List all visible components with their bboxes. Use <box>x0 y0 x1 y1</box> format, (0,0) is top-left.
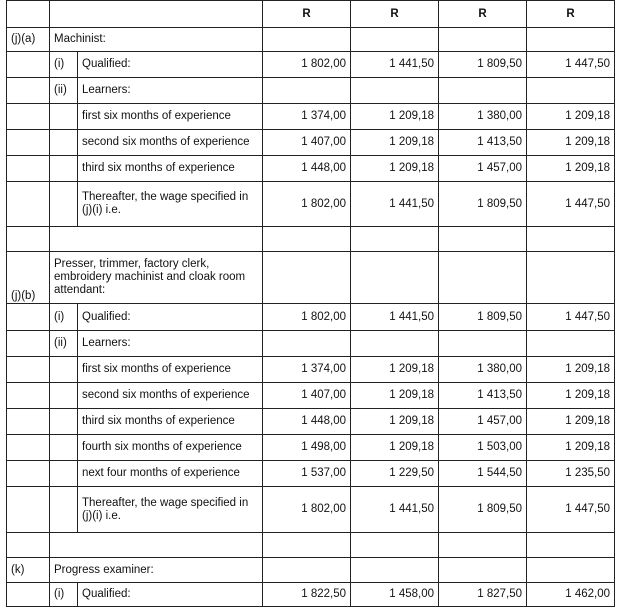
table-row <box>7 409 615 435</box>
empty-cell <box>7 156 50 182</box>
empty-cell <box>263 252 351 304</box>
empty-cell <box>527 227 615 252</box>
empty-cell <box>439 533 527 558</box>
empty-cell <box>7 78 50 104</box>
empty-cell <box>263 331 351 357</box>
empty-cell <box>7 331 50 357</box>
wage-value: 1 374,00 <box>263 357 351 383</box>
wage-value: 1 809,50 <box>439 304 527 331</box>
wage-value: 1 209,18 <box>527 357 615 383</box>
empty-cell <box>50 461 78 487</box>
empty-cell <box>7 383 50 409</box>
wage-value: 1 441,50 <box>351 304 439 331</box>
empty-cell <box>7 461 50 487</box>
spacer-row <box>7 227 615 252</box>
empty-cell <box>50 156 78 182</box>
wage-value: 1 229,50 <box>351 461 439 487</box>
header-row <box>7 1 615 28</box>
table-row <box>7 461 615 487</box>
wage-value: 1 209,18 <box>351 435 439 461</box>
empty-cell <box>50 383 78 409</box>
empty-cell <box>439 28 527 52</box>
wage-value: 1 374,00 <box>263 104 351 130</box>
empty-cell <box>527 331 615 357</box>
row-label: second six months of experience <box>78 130 263 156</box>
table-row <box>7 304 615 331</box>
table-row <box>7 130 615 156</box>
currency-header: R <box>263 1 351 28</box>
empty-cell <box>439 558 527 583</box>
table-row <box>7 435 615 461</box>
row-label: Qualified: <box>78 304 263 331</box>
currency-header: R <box>351 1 439 28</box>
wage-value: 1 441,50 <box>351 487 439 533</box>
row-label: first six months of experience <box>78 357 263 383</box>
spacer-row <box>7 533 615 558</box>
currency-header: R <box>439 1 527 28</box>
wage-value: 1 822,50 <box>263 583 351 607</box>
wage-table <box>6 0 615 607</box>
section-code: (j)(a) <box>7 28 50 52</box>
table-row <box>7 78 615 104</box>
table-row <box>7 156 615 182</box>
wage-value: 1 413,50 <box>439 130 527 156</box>
empty-cell <box>527 28 615 52</box>
empty-cell <box>351 558 439 583</box>
empty-cell <box>50 104 78 130</box>
wage-value: 1 448,00 <box>263 409 351 435</box>
empty-cell <box>527 533 615 558</box>
empty-cell <box>351 331 439 357</box>
sub-item-marker: (i) <box>50 583 78 607</box>
empty-cell <box>439 331 527 357</box>
empty-cell <box>7 227 50 252</box>
table-row <box>7 487 615 533</box>
empty-cell <box>263 78 351 104</box>
wage-value: 1 802,00 <box>263 304 351 331</box>
empty-cell <box>527 558 615 583</box>
wage-value: 1 209,18 <box>527 104 615 130</box>
empty-cell <box>263 558 351 583</box>
wage-value: 1 441,50 <box>351 52 439 78</box>
sub-item-marker: (ii) <box>50 331 78 357</box>
empty-cell <box>7 583 50 607</box>
empty-cell <box>7 533 50 558</box>
wage-value: 1 447,50 <box>527 304 615 331</box>
wage-value: 1 447,50 <box>527 487 615 533</box>
sub-item-marker: (ii) <box>50 78 78 104</box>
wage-value: 1 447,50 <box>527 52 615 78</box>
wage-value: 1 802,00 <box>263 487 351 533</box>
wage-value: 1 827,50 <box>439 583 527 607</box>
empty-cell <box>7 130 50 156</box>
empty-cell <box>7 104 50 130</box>
section-code: (k) <box>7 558 50 583</box>
wage-value: 1 209,18 <box>351 409 439 435</box>
wage-value: 1 802,00 <box>263 52 351 78</box>
empty-cell <box>50 182 78 227</box>
row-label: second six months of experience <box>78 383 263 409</box>
table-row <box>7 357 615 383</box>
wage-value: 1 209,18 <box>527 435 615 461</box>
empty-cell <box>351 78 439 104</box>
section-title-row <box>7 28 615 52</box>
empty-cell <box>7 487 50 533</box>
section-title: Progress examiner: <box>50 558 263 583</box>
empty-cell <box>7 52 50 78</box>
sub-item-marker: (i) <box>50 304 78 331</box>
row-label: next four months of experience <box>78 461 263 487</box>
wage-value: 1 809,50 <box>439 52 527 78</box>
wage-value: 1 380,00 <box>439 357 527 383</box>
table-row <box>7 104 615 130</box>
wage-value: 1 448,00 <box>263 156 351 182</box>
empty-cell <box>7 304 50 331</box>
empty-cell <box>351 28 439 52</box>
wage-value: 1 802,00 <box>263 182 351 227</box>
empty-cell <box>263 533 351 558</box>
empty-cell <box>7 409 50 435</box>
empty-cell <box>50 227 263 252</box>
wage-value: 1 209,18 <box>351 156 439 182</box>
wage-value: 1 809,50 <box>439 487 527 533</box>
wage-value: 1 209,18 <box>351 383 439 409</box>
empty-cell <box>527 252 615 304</box>
wage-value: 1 441,50 <box>351 182 439 227</box>
wage-table-body <box>7 1 615 607</box>
wage-value: 1 209,18 <box>527 409 615 435</box>
row-label: Learners: <box>78 78 263 104</box>
table-row <box>7 331 615 357</box>
row-label: Thereafter, the wage specified in (j)(i) i.e. <box>78 182 263 227</box>
wage-value: 1 407,00 <box>263 383 351 409</box>
row-label: third six months of experience <box>78 156 263 182</box>
wage-value: 1 457,00 <box>439 156 527 182</box>
empty-cell <box>351 533 439 558</box>
empty-cell <box>527 78 615 104</box>
table-row <box>7 52 615 78</box>
header-empty-cell <box>50 1 263 28</box>
wage-value: 1 537,00 <box>263 461 351 487</box>
empty-cell <box>7 182 50 227</box>
wage-value: 1 209,18 <box>351 104 439 130</box>
empty-cell <box>7 357 50 383</box>
section-title: Presser, trimmer, factory clerk, embroidery machinist and cloak room attendant: <box>50 252 263 304</box>
wage-value: 1 380,00 <box>439 104 527 130</box>
section-code: (j)(b) <box>7 252 50 304</box>
currency-header: R <box>527 1 615 28</box>
row-label: Qualified: <box>78 583 263 607</box>
empty-cell <box>50 409 78 435</box>
empty-cell <box>439 78 527 104</box>
wage-value: 1 407,00 <box>263 130 351 156</box>
empty-cell <box>50 533 263 558</box>
wage-value: 1 498,00 <box>263 435 351 461</box>
sub-item-marker: (i) <box>50 52 78 78</box>
row-label: Qualified: <box>78 52 263 78</box>
section-title: Machinist: <box>50 28 263 52</box>
row-label: fourth six months of experience <box>78 435 263 461</box>
row-label: Learners: <box>78 331 263 357</box>
wage-value: 1 458,00 <box>351 583 439 607</box>
table-row <box>7 583 615 607</box>
table-row <box>7 383 615 409</box>
wage-value: 1 209,18 <box>527 156 615 182</box>
wage-value: 1 809,50 <box>439 182 527 227</box>
empty-cell <box>351 227 439 252</box>
empty-cell <box>263 28 351 52</box>
wage-value: 1 447,50 <box>527 182 615 227</box>
empty-cell <box>50 487 78 533</box>
empty-cell <box>439 227 527 252</box>
empty-cell <box>50 357 78 383</box>
row-label: first six months of experience <box>78 104 263 130</box>
empty-cell <box>439 252 527 304</box>
empty-cell <box>351 252 439 304</box>
section-title-row <box>7 252 615 304</box>
wage-value: 1 462,00 <box>527 583 615 607</box>
row-label: third six months of experience <box>78 409 263 435</box>
wage-value: 1 413,50 <box>439 383 527 409</box>
row-label: Thereafter, the wage specified in (j)(i) i.e. <box>78 487 263 533</box>
wage-value: 1 544,50 <box>439 461 527 487</box>
empty-cell <box>7 435 50 461</box>
wage-value: 1 209,18 <box>351 130 439 156</box>
empty-cell <box>50 130 78 156</box>
wage-value: 1 209,18 <box>351 357 439 383</box>
header-empty-cell <box>7 1 50 28</box>
wage-value: 1 503,00 <box>439 435 527 461</box>
section-title-row <box>7 558 615 583</box>
wage-value: 1 457,00 <box>439 409 527 435</box>
empty-cell <box>263 227 351 252</box>
table-row <box>7 182 615 227</box>
wage-value: 1 209,18 <box>527 130 615 156</box>
empty-cell <box>50 435 78 461</box>
wage-value: 1 209,18 <box>527 383 615 409</box>
wage-value: 1 235,50 <box>527 461 615 487</box>
